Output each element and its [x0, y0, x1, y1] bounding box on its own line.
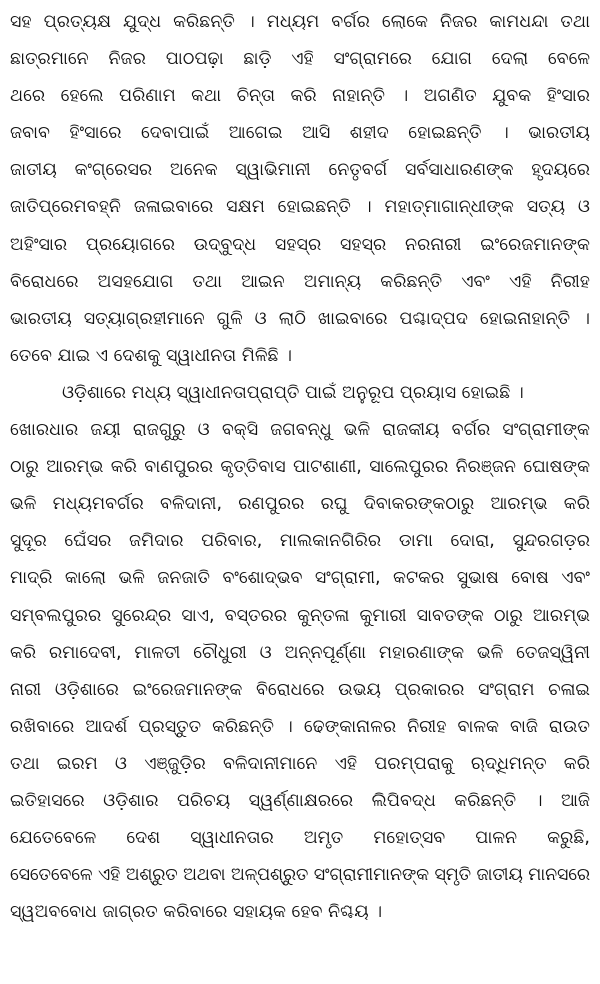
text-line: କରି ରମାଦେବୀ, ମାଳତୀ ଚୌଧୁରୀ ଓ ଅନ୍ନପୂର୍ଣ୍ଣା ମହାରଣାଙ୍କ ଭଳି ତେଜସ୍ୱିନୀ: [10, 642, 590, 663]
text-line: ସମ୍ବଲପୁରର ସୁରେନ୍ଦ୍ର ସାଏ, ବସ୍ତରର କୁନ୍ତଳା କୁମାରୀ ସାବତଙ୍କ ଠାରୁ ଆରମ୍ଭ: [10, 605, 590, 626]
text-line: ରଖିବାରେ ଆଦର୍ଶ ପ୍ରସ୍ତୁତ କରିଛନ୍ତି । ଢେଙ୍କାନାଳର ନିରୀହ ବାଳକ ବାଜି ରାଉତ: [10, 716, 590, 737]
text-line: ଯେତେବେଳେ ଦେଶ ସ୍ୱାଧୀନତାର ଅମୃତ ମହୋତ୍ସବ ପାଳନ କରୁଛି,: [10, 828, 590, 849]
text-line: ଛାତ୍ରମାନେ ନିଜର ପାଠପଢ଼ା ଛାଡ଼ି ଏହି ସଂଗ୍ରାମରେ ଯୋଗ ଦେଲା ବେଳେ: [10, 49, 590, 70]
text-line: ଇତିହାସରେ ଓଡ଼ିଶାର ପରିଚୟ ସ୍ୱର୍ଣ୍ଣାକ୍ଷରରେ ଲିପିବଦ୍ଧ କରିଛନ୍ତି । ଆଜି: [10, 790, 590, 811]
text-line: ସ୍ୱଅବବୋଧ ଜାଗ୍ରତ କରିବାରେ ସହାୟକ ହେବ ନିଶ୍ଚୟ ।: [10, 902, 383, 923]
text-line: ଥରେ ହେଲେ ପରିଣାମ କଥା ଚିନ୍ତା କରି ନାହାନ୍ତି । ଅଗଣିତ ଯୁବକ ହିଂସାର: [10, 86, 590, 107]
text-line: ଅହିଂସାର ପ୍ରୟୋଗରେ ଉଦ୍‌ବୁଦ୍ଧ ସହସ୍ର ସହସ୍ର ନରନାରୀ ଇଂରେଜମାନଙ୍କ: [10, 234, 590, 255]
text-line: ଭାରତୀୟ ସତ୍ୟାଗ୍ରହୀମାନେ ଗୁଳି ଓ ଲାଠି ଖାଇବାରେ ପଶ୍ଚାଦ୍‌ପଦ ହୋଇନାହାନ୍ତି ।: [10, 308, 590, 329]
text-line: ଠାରୁ ଆରମ୍ଭ କରି ବାଣପୁରର କୃତ୍ତିବାସ ପାଟଶାଣୀ, ସାଲେପୁରର ନିରଞ୍ଜନ ଘୋଷଙ୍କ: [10, 457, 590, 478]
text-line: ତଥା ଇରମ ଓ ଏଞ୍ଜୁଡ଼ିର ବଳିଦାନୀମାନେ ଏହି ପରମ୍ପରାକୁ ଋଦ୍ଧିମନ୍ତ କରି: [10, 753, 590, 774]
text-line: ସୁଦୂର ଘେଁସର ଜମିଦାର ପରିବାର, ମାଲକାନଗିରିର ଡାମା ଦୋରା, ସୁନ୍ଦରଗଡ଼ର: [10, 531, 590, 552]
text-line: ଭଳି ମଧ୍ୟମବର୍ଗର ବଳିଦାନୀ, ରଣପୁରର ରଘୁ ଦିବାକରଙ୍କଠାରୁ ଆରମ୍ଭ କରି: [10, 494, 590, 515]
text-line: ସହ ପ୍ରତ୍ୟକ୍ଷ ଯୁଦ୍ଧ କରିଛନ୍ତି । ମଧ୍ୟମ ବର୍ଗର ଲୋକେ ନିଜର କାମଧନ୍ଦା ତଥା: [10, 12, 590, 32]
text-line: ଖୋରଧାର ଜୟୀ ରାଜଗୁରୁ ଓ ବକ୍ସି ଜଗବନ୍ଧୁ ଭଳି ରାଜକୀୟ ବର୍ଗର ସଂଗ୍ରାମୀଙ୍କ: [10, 420, 590, 441]
text-line: ବିରୋଧରେ ଅସହଯୋଗ ତଥା ଆଇନ ଅମାନ୍ୟ କରିଛନ୍ତି ଏବଂ ଏହି ନିରୀହ: [10, 271, 590, 292]
text-line: ଜାତିପ୍ରେମବହ୍ନି ଜଳାଇବାରେ ସକ୍ଷମ ହୋଇଛନ୍ତି । ମହାତ୍ମାଗାନ୍ଧୀଙ୍କ ସତ୍ୟ ଓ: [10, 197, 590, 218]
text-line: ନାରୀ ଓଡ଼ିଶାରେ ଇଂରେଜମାନଙ୍କ ବିରୋଧରେ ଉଭୟ ପ୍ରକାରର ସଂଗ୍ରାମ ଚଳାଇ: [10, 679, 590, 700]
text-line: ସେତେବେଳେ ଏହି ଅଶ୍ରୁତ ଅଥବା ଅଳ୍ପଶ୍ରୁତ ସଂଗ୍ରାମୀମାନଙ୍କ ସ୍ମୃତି ଜାତୀୟ ମାନସରେ: [10, 865, 590, 886]
text-line: ଜାତୀୟ କଂଗ୍ରେସର ଅନେକ ସ୍ୱାଭିମାନୀ ନେତୃବର୍ଗ ସର୍ବସାଧାରଣଙ୍କ ହୃଦୟରେ: [10, 160, 590, 181]
paragraph-1: [10, 4, 590, 375]
text-line: ତେବେ ଯାଇ ଏ ଦେଶକୁ ସ୍ୱାଧୀନତା ମିଳିଛି ।: [10, 345, 293, 366]
text-line: ଜବାବ ହିଂସାରେ ଦେବାପାଇଁ ଆଗେଇ ଆସି ଶହୀଦ ହୋଇଛନ୍ତି । ଭାରତୀୟ: [10, 123, 590, 144]
paragraph-2: [10, 375, 590, 931]
text-line: ମାଦ୍ରି କାଲୋ ଭଳି ଜନଜାତି ବଂଶୋଦ୍ଭବ ସଂଗ୍ରାମୀ, କଟକର ସୁଭାଷ ବୋଷ ଏବଂ: [10, 568, 590, 589]
text-line: ଓଡ଼ିଶାରେ ମଧ୍ୟ ସ୍ୱାଧୀନତାପ୍ରାପ୍ତି ପାଇଁ ଅନୁରୂପ ପ୍ରୟାସ ହୋଇଛି ।: [62, 382, 524, 403]
